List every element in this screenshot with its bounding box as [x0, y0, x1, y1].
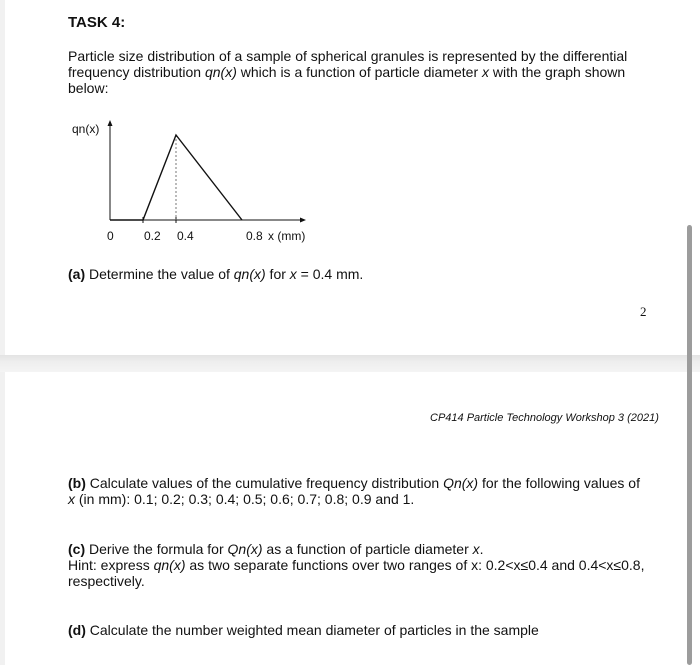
function-qn: qn(x) [233, 266, 266, 282]
intro-line-1 [68, 48, 627, 64]
variable-x: x [289, 266, 297, 282]
page-number: 2 [640, 304, 647, 319]
y-axis-label: qn(x) [72, 122, 100, 136]
scrollbar-thumb[interactable] [687, 225, 692, 665]
part-a [68, 266, 363, 282]
variable-x: x [482, 64, 489, 80]
part-d-label: (d) [68, 622, 86, 638]
function-Qn: Qn(x) [227, 541, 263, 557]
part-a-label: (a) [68, 266, 86, 282]
part-b-line-1 [68, 475, 640, 491]
part-a-text: Determine the value of [85, 266, 234, 282]
part-b-label: (b) [68, 475, 86, 491]
intro-text: which is a function of particle diameter [236, 64, 482, 80]
y-axis-arrow [108, 120, 113, 126]
x-tick-label: 0 [107, 229, 114, 243]
intro-text: frequency distribution [68, 64, 205, 80]
part-c-line-3: respectively. [68, 573, 145, 589]
part-b-text: for the following values of [478, 475, 640, 491]
x-axis-arrow [300, 218, 306, 223]
workshop-header: CP414 Particle Technology Workshop 3 (2021) [430, 412, 659, 424]
function-qn: qn(x) [204, 64, 237, 80]
x-tick-label: 0.8 [246, 229, 263, 243]
page-separator [0, 355, 700, 372]
part-c-label: (c) [68, 541, 86, 557]
part-c-text: . [479, 541, 484, 557]
intro-line-3: below: [68, 80, 109, 96]
part-b-line-2 [68, 491, 414, 507]
variable-x: x [472, 541, 480, 557]
part-c-text: as two separate functions over two ranges of x: 0.2<x≤0.4 and 0.4<x≤0.8, [185, 557, 645, 573]
page-left-edge [0, 372, 5, 665]
part-c-line-1 [68, 541, 484, 557]
x-tick-label: 0.4 [177, 229, 194, 243]
part-c-text: Hint: express [68, 557, 154, 573]
part-a-text: = 0.4 mm. [296, 266, 364, 282]
intro-line-2 [68, 64, 625, 80]
variable-x: x [68, 491, 75, 507]
page-left-edge [0, 0, 5, 355]
part-d [68, 622, 539, 638]
x-tick-label: 0.2 [144, 229, 161, 243]
part-d-text: Calculate the number weighted mean diameter of particles in the sample [85, 622, 539, 638]
intro-text: with the graph shown [489, 64, 626, 80]
part-c-line-2 [68, 557, 644, 573]
part-b-text: (in mm): 0.1; 0.2; 0.3; 0.4; 0.5; 0.6; 0.7; 0.8; 0.9 and 1. [75, 491, 415, 507]
task-title: TASK 4: [68, 14, 126, 31]
part-a-text: for [265, 266, 290, 282]
part-b-text: Calculate values of the cumulative frequency distribution [85, 475, 444, 491]
function-qn: qn(x) [153, 557, 186, 573]
intro-line-1-text: Particle size distribution of a sample of spherical granules is represented by the differential [68, 48, 628, 64]
part-c-text: as a function of particle diameter [262, 541, 473, 557]
x-axis-label: x (mm) [268, 229, 306, 243]
function-Qn: Qn(x) [443, 475, 479, 491]
part-c-text: Derive the formula for [85, 541, 228, 557]
distribution-chart [70, 112, 330, 252]
